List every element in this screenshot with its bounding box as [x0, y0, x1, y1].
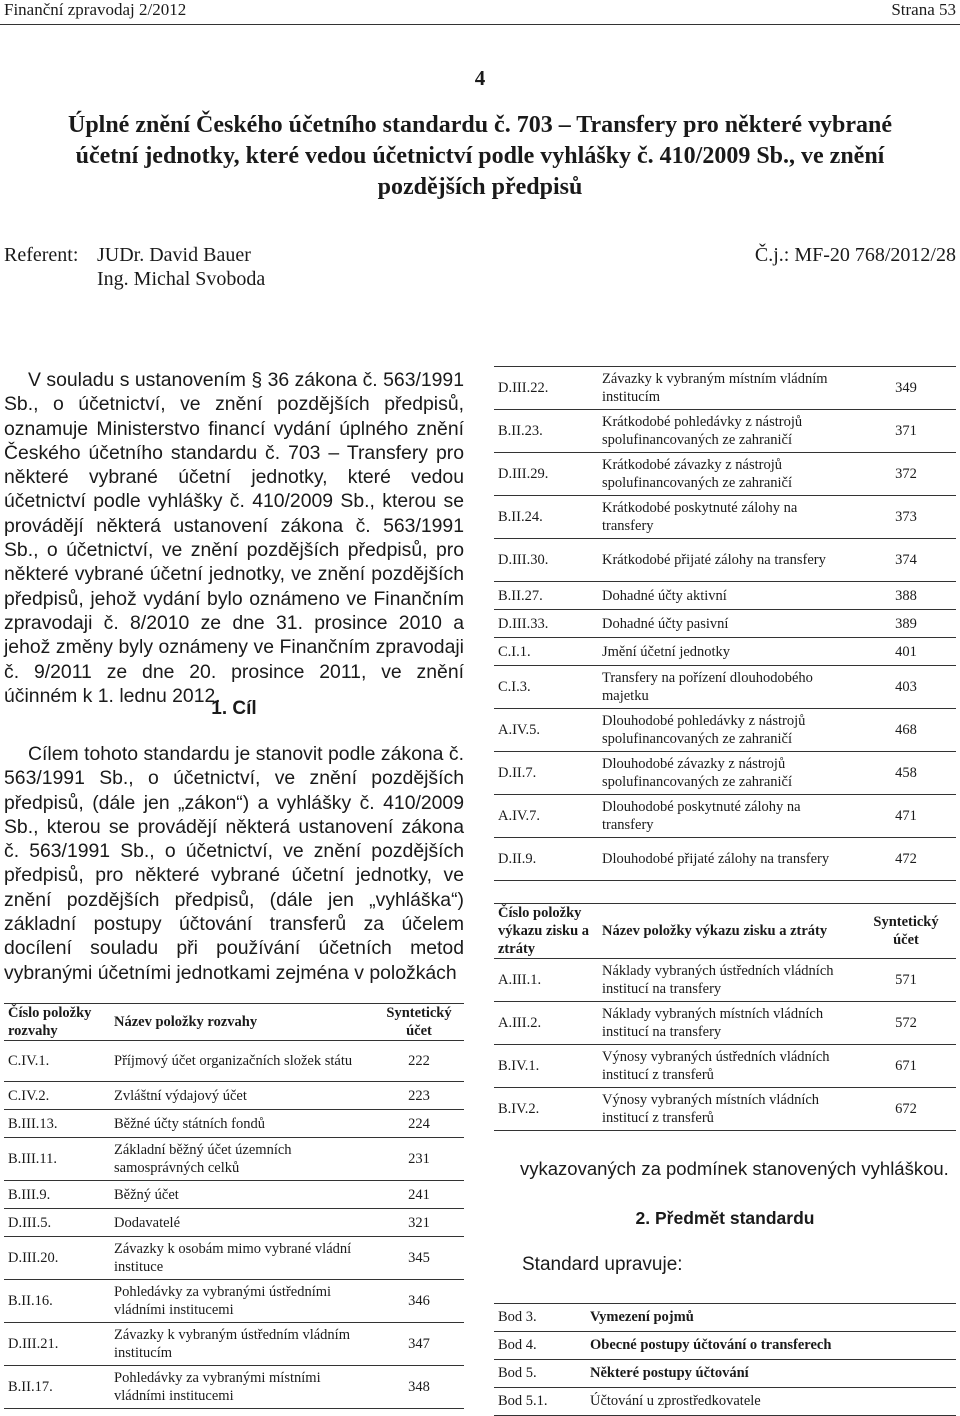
- cell-account: 321: [374, 1209, 464, 1237]
- cell-name: Dlouhodobé závazky z nástrojů spolufinancovaných ze zahraničí: [598, 752, 856, 795]
- table-row: [4, 1323, 464, 1366]
- table-row: [494, 959, 956, 1002]
- cell-number: B.II.23.: [494, 410, 598, 453]
- table-row: [494, 795, 956, 838]
- cell-number: B.IV.1.: [494, 1045, 598, 1088]
- table-row: [494, 539, 956, 582]
- cell-number: A.III.1.: [494, 959, 598, 1002]
- table-row: [494, 666, 956, 709]
- cell-number: D.III.5.: [4, 1209, 110, 1237]
- cell-name: Krátkodobé závazky z nástrojů spolufinancovaných ze zahraničí: [598, 453, 856, 496]
- table-row: [4, 1110, 464, 1138]
- table-rozvaha-continued: [494, 366, 956, 881]
- cell-account: 373: [856, 496, 956, 539]
- cell-name: Krátkodobé přijaté zálohy na transfery: [598, 539, 856, 582]
- cell-number: D.III.21.: [4, 1323, 110, 1366]
- cell-account: 231: [374, 1138, 464, 1181]
- cell-account: 471: [856, 795, 956, 838]
- table-row: [4, 1366, 464, 1409]
- cell-number: B.III.13.: [4, 1110, 110, 1138]
- intro-text: V souladu s ustanovením § 36 zákona č. 563/1991 Sb., o účetnictví, ve znění pozdějších předpisů, oznamuje Ministerstvo financí vydání úplného znění Českého účetního standardu č. 703 – Transfery pro některé vybrané účetní jednotky, které vedou účetnictví podle vyhlášky č. 410/2009 Sb., kterou se provádějí některá ustanovení zákona č. 563/1991 Sb., o účetnictví, ve znění pozdějších předpisů, pro některé vybrané účetní jednotky, ve znění pozdějších předpisů, jehož vydání bylo oznámeno ve Finančním zpravodaji č. 8/2010 ze dne 31. prosince 2010 a jehož změny byly oznámeny ve Finančním zpravodaji č. 9/2011 ze dne 20. prosince 2011, ve znění účinném k 1. lednu 2012.: [4, 369, 464, 707]
- section-2-intro: Standard upravuje:: [522, 1254, 683, 1275]
- cell-name: Běžný účet: [110, 1181, 374, 1209]
- table-row: [4, 1181, 464, 1209]
- cell-account: 671: [856, 1045, 956, 1088]
- cell-number: D.III.20.: [4, 1237, 110, 1280]
- cell-bod: Bod 5.: [494, 1360, 586, 1388]
- table-rozvaha: [4, 1003, 464, 1409]
- section-2-heading: 2. Předmět standardu: [635, 1208, 815, 1228]
- table-row: [4, 1280, 464, 1323]
- col-header-ucet: Syntetický účet: [856, 904, 956, 959]
- header-rule: [0, 24, 960, 25]
- section-1-paragraph: [4, 742, 464, 985]
- header-journal: Finanční zpravodaj 2/2012: [4, 0, 187, 19]
- cell-account: 403: [856, 666, 956, 709]
- cell-name: Krátkodobé pohledávky z nástrojů spolufinancovaných ze zahraničí: [598, 410, 856, 453]
- table-row: [494, 1045, 956, 1088]
- cell-name: Pohledávky za vybranými místními vládními institucemi: [110, 1366, 374, 1409]
- cell-account: 349: [856, 367, 956, 410]
- cell-number: B.II.17.: [4, 1366, 110, 1409]
- cell-number: C.IV.1.: [4, 1041, 110, 1082]
- col-header-nazev: Název položky rozvahy: [110, 1004, 374, 1041]
- table-vykaz-zisku-ztraty: [494, 903, 956, 1131]
- section-1-text: Cílem tohoto standardu je stanovit podle zákona č. 563/1991 Sb., o účetnictví, ve znění pozdějších předpisů, (dále jen „zákon“) a vyhlášky č. 410/2009 Sb., kterou se provádějí některá ustanovení zákona č. 563/1991 Sb., o účetnictví, ve znění pozdějších předpisů, pro některé vybrané účetní jednotky, ve znění pozdějších předpisů, (dále jen „vyhláška“) základní postupy účtování transferů za účelem docílení souladu při používání účetních metod vybranými účetními jednotkami zejména v položkách: [4, 743, 464, 984]
- col-header-nazev: Název položky výkazu zisku a ztráty: [598, 904, 856, 959]
- intro-paragraph: [4, 368, 464, 708]
- cell-account: 389: [856, 610, 956, 638]
- cell-account: 468: [856, 709, 956, 752]
- cell-number: D.III.33.: [494, 610, 598, 638]
- table-row: [4, 1041, 464, 1082]
- cell-number: C.I.3.: [494, 666, 598, 709]
- cell-number: A.III.2.: [494, 1002, 598, 1045]
- cell-bod: Bod 5.1.: [494, 1388, 586, 1416]
- table-row: [494, 453, 956, 496]
- cell-account: 346: [374, 1280, 464, 1323]
- table-row: [494, 1002, 956, 1045]
- cell-number: B.II.24.: [494, 496, 598, 539]
- cell-name: Závazky k vybraným místním vládním institucím: [598, 367, 856, 410]
- cell-name: Závazky k vybraným ústředním vládním institucím: [110, 1323, 374, 1366]
- header-page: Strana 53: [891, 0, 956, 19]
- table-row: [494, 709, 956, 752]
- cell-name: Jmění účetní jednotky: [598, 638, 856, 666]
- document-title: Úplné znění Českého účetního standardu č. 703 – Transfery pro některé vybrané účetní jednotky, které vedou účetnictví podle vyhlášky č. 410/2009 Sb., ve znění pozdějších předpisů: [67, 112, 892, 200]
- table-row: [494, 410, 956, 453]
- cell-account: 388: [856, 582, 956, 610]
- table-row: [494, 838, 956, 881]
- cell-account: 348: [374, 1366, 464, 1409]
- cell-name: Náklady vybraných místních vládních institucí na transfery: [598, 1002, 856, 1045]
- cell-name: Výnosy vybraných ústředních vládních institucí z transferů: [598, 1045, 856, 1088]
- table-row: [494, 496, 956, 539]
- cell-number: C.I.1.: [494, 638, 598, 666]
- cell-account: 222: [374, 1041, 464, 1082]
- cell-account: 224: [374, 1110, 464, 1138]
- cell-account: 241: [374, 1181, 464, 1209]
- reference-number: Č.j.: MF-20 768/2012/28: [754, 244, 956, 266]
- col-header-cislo: Číslo položky výkazu zisku a ztráty: [494, 904, 598, 959]
- cell-number: D.III.22.: [494, 367, 598, 410]
- cell-topic: Některé postupy účtování: [586, 1360, 956, 1388]
- cell-account: 374: [856, 539, 956, 582]
- cell-topic: Obecné postupy účtování o transferech: [586, 1332, 956, 1360]
- table-row: [494, 638, 956, 666]
- cell-account: 372: [856, 453, 956, 496]
- referent-label: Referent:: [4, 244, 79, 266]
- cell-name: Běžné účty státních fondů: [110, 1110, 374, 1138]
- cell-name: Náklady vybraných ústředních vládních institucí na transfery: [598, 959, 856, 1002]
- cell-name: Dodavatelé: [110, 1209, 374, 1237]
- cell-name: Pohledávky za vybranými ústředními vládními institucemi: [110, 1280, 374, 1323]
- cell-name: Příjmový účet organizačních složek státu: [110, 1041, 374, 1082]
- col-header-ucet: Syntetický účet: [374, 1004, 464, 1041]
- cell-number: D.III.29.: [494, 453, 598, 496]
- cell-name: Krátkodobé poskytnuté zálohy na transfery: [598, 496, 856, 539]
- table-row: [4, 1209, 464, 1237]
- cell-account: 458: [856, 752, 956, 795]
- chapter-number: 4: [474, 66, 486, 90]
- cell-number: A.IV.5.: [494, 709, 598, 752]
- table-row: [494, 367, 956, 410]
- table-row: [494, 1088, 956, 1131]
- cell-account: 571: [856, 959, 956, 1002]
- referent-name-1: JUDr. David Bauer: [97, 244, 251, 266]
- section-1-heading: 1. Cíl: [211, 698, 257, 719]
- cell-number: B.II.27.: [494, 582, 598, 610]
- cell-name: Dlouhodobé přijaté zálohy na transfery: [598, 838, 856, 881]
- table-row: [494, 1360, 956, 1388]
- cell-name: Dlouhodobé pohledávky z nástrojů spolufinancovaných ze zahraničí: [598, 709, 856, 752]
- referent-name-2: Ing. Michal Svoboda: [97, 268, 266, 290]
- table-row: [494, 582, 956, 610]
- cell-number: D.II.7.: [494, 752, 598, 795]
- cell-account: 472: [856, 838, 956, 881]
- cell-account: 401: [856, 638, 956, 666]
- cell-name: Dohadné účty pasivní: [598, 610, 856, 638]
- cell-bod: Bod 4.: [494, 1332, 586, 1360]
- table-row: [4, 1082, 464, 1110]
- cell-account: 347: [374, 1323, 464, 1366]
- cell-name: Základní běžný účet územních samosprávných celků: [110, 1138, 374, 1181]
- cell-account: 572: [856, 1002, 956, 1045]
- table-row: [4, 1237, 464, 1280]
- table-row: [494, 610, 956, 638]
- table-standard-contents: [494, 1303, 956, 1416]
- cell-number: B.IV.2.: [494, 1088, 598, 1131]
- table-row: [494, 752, 956, 795]
- cell-number: B.III.11.: [4, 1138, 110, 1181]
- cell-name: Transfery na pořízení dlouhodobého majetku: [598, 666, 856, 709]
- cell-number: D.II.9.: [494, 838, 598, 881]
- cell-name: Závazky k osobám mimo vybrané vládní instituce: [110, 1237, 374, 1280]
- col-header-cislo: Číslo položky rozvahy: [4, 1004, 110, 1041]
- cell-number: A.IV.7.: [494, 795, 598, 838]
- cell-number: B.II.16.: [4, 1280, 110, 1323]
- cell-topic: Vymezení pojmů: [586, 1304, 956, 1332]
- cell-name: Zvláštní výdajový účet: [110, 1082, 374, 1110]
- cell-account: 672: [856, 1088, 956, 1131]
- cell-name: Výnosy vybraných místních vládních institucí z transferů: [598, 1088, 856, 1131]
- cell-number: C.IV.2.: [4, 1082, 110, 1110]
- cell-account: 223: [374, 1082, 464, 1110]
- table-row: [4, 1138, 464, 1181]
- table-row: [494, 1332, 956, 1360]
- cell-number: D.III.30.: [494, 539, 598, 582]
- cell-bod: Bod 3.: [494, 1304, 586, 1332]
- cell-account: 371: [856, 410, 956, 453]
- cell-name: Dohadné účty aktivní: [598, 582, 856, 610]
- cell-topic: Účtování u zprostředkovatele: [586, 1388, 956, 1416]
- cell-account: 345: [374, 1237, 464, 1280]
- cell-number: B.III.9.: [4, 1181, 110, 1209]
- after-tables-text: vykazovaných za podmínek stanovených vyhláškou.: [520, 1158, 949, 1179]
- cell-name: Dlouhodobé poskytnuté zálohy na transfery: [598, 795, 856, 838]
- table-row: [494, 1388, 956, 1416]
- table-row: [494, 1304, 956, 1332]
